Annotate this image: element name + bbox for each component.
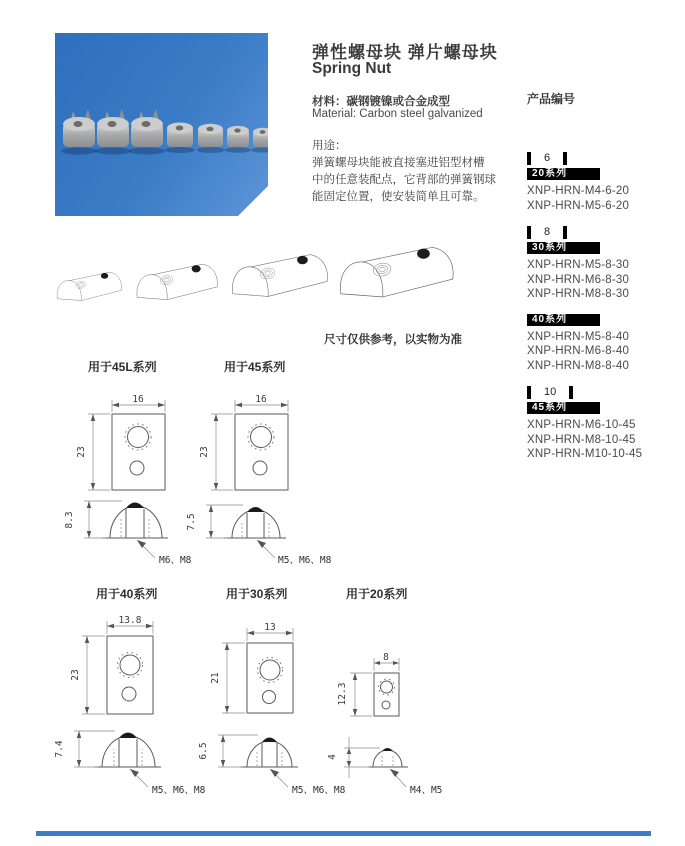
front-view-45L <box>64 392 184 507</box>
product-code: XNP-HRN-M6-8-30 <box>527 273 630 286</box>
front-view-30 <box>200 610 320 730</box>
threaded-hole <box>128 427 149 448</box>
spring-ball-profile <box>382 748 393 751</box>
product-codes-header: 产品编号 <box>527 92 576 106</box>
thread-sizes-label: M5、M6、M8 <box>152 785 206 796</box>
threaded-hole <box>260 660 280 680</box>
material-en: Material: Carbon steel galvanized <box>312 108 483 120</box>
spring-ball-profile <box>126 503 144 509</box>
product-code: XNP-HRN-M5-6-20 <box>527 199 630 212</box>
series-group-45 <box>527 402 685 462</box>
isometric-nut-xlarge <box>328 230 468 313</box>
ball-hole <box>253 461 267 475</box>
height-dim: 23 <box>76 446 87 458</box>
drawing-label-30: 用于30系列 <box>226 587 288 601</box>
product-photo <box>55 33 268 216</box>
product-code: XNP-HRN-M8-10-45 <box>527 433 636 446</box>
dimension-disclaimer: 尺寸仅供参考，以实物为准 <box>324 334 462 346</box>
size-number: 6 <box>544 152 551 164</box>
size-header-10 <box>527 385 685 399</box>
thread-sizes-label: M4、M5 <box>410 785 443 796</box>
thread-sizes-label: M5、M6、M8 <box>292 785 346 796</box>
threaded-hole <box>381 681 393 693</box>
page-title-zh: 弹性螺母块 弹片螺母块 <box>312 43 498 62</box>
drawing-label-20: 用于20系列 <box>346 587 408 601</box>
spring-ball-profile <box>262 738 277 743</box>
usage-line: 能固定位置，使安装简单且可靠。 <box>312 191 485 203</box>
profile-dim: 6.5 <box>198 742 209 760</box>
threaded-hole <box>120 655 140 675</box>
black-bar-icon <box>563 226 567 239</box>
thread-sizes-label: M6、M8 <box>159 555 192 566</box>
spring-ball <box>101 273 108 279</box>
isometric-nut-small <box>50 262 130 310</box>
profile-view-40 <box>46 725 211 803</box>
product-codes-panel <box>527 90 685 474</box>
profile-dim: 7.5 <box>186 513 197 531</box>
series-label: 20系列 <box>527 168 600 180</box>
isometric-nut-medium <box>128 252 228 311</box>
profile-dim: 8.3 <box>64 511 75 529</box>
profile-dim: 7.4 <box>54 740 65 758</box>
product-code: XNP-HRN-M4-6-20 <box>527 185 630 197</box>
series-group-30 <box>527 242 685 302</box>
isometric-nut-large <box>222 240 340 310</box>
size-number: 10 <box>544 386 557 398</box>
series-label: 45系列 <box>527 402 600 414</box>
spring-ball-profile <box>247 507 264 512</box>
width-dim: 16 <box>255 394 267 405</box>
spring-ball <box>417 249 430 259</box>
ball-hole <box>263 691 276 704</box>
spring-ball-profile <box>119 733 137 739</box>
product-code: XNP-HRN-M6-8-40 <box>527 345 630 357</box>
series-group-40 <box>527 314 685 374</box>
series-group-20 <box>527 168 685 213</box>
series-label: 40系列 <box>527 314 600 326</box>
drawing-label-45L: 用于45L系列 <box>88 360 157 374</box>
material-zh: 材料：碳钢镀镍或合金成型 <box>312 96 450 108</box>
size-number: 8 <box>544 226 551 238</box>
product-code: XNP-HRN-M6-10-45 <box>527 419 636 431</box>
drawing-label-40: 用于40系列 <box>96 587 158 601</box>
ball-hole <box>122 687 136 701</box>
height-dim: 23 <box>199 446 210 458</box>
product-code: XNP-HRN-M5-8-40 <box>527 330 630 343</box>
usage-paragraph <box>312 138 522 206</box>
spring-ball <box>297 256 308 265</box>
front-view-45 <box>187 392 307 507</box>
size-header-8 <box>527 225 685 239</box>
threaded-hole <box>251 427 272 448</box>
height-dim: 21 <box>210 672 221 684</box>
width-dim: 8 <box>383 652 389 663</box>
series-label: 30系列 <box>527 242 600 254</box>
footer-accent-bar <box>36 831 651 836</box>
profile-dim: 4 <box>327 754 338 760</box>
thread-sizes-label: M5、M6、M8 <box>278 555 332 566</box>
height-dim: 23 <box>70 669 81 681</box>
product-code: XNP-HRN-M10-10-45 <box>527 448 643 460</box>
black-bar-icon <box>569 386 573 399</box>
width-dim: 13 <box>264 622 276 633</box>
profile-view-45 <box>178 497 338 572</box>
spring-nuts-photo-graphic <box>55 33 268 216</box>
page-title-en: Spring Nut <box>312 60 392 77</box>
width-dim: 13.8 <box>118 615 142 626</box>
black-bar-icon <box>563 152 567 165</box>
height-dim: 12.3 <box>337 682 348 706</box>
profile-view-20 <box>318 725 468 803</box>
drawing-label-45: 用于45系列 <box>224 360 286 374</box>
ball-hole <box>130 461 144 475</box>
product-code: XNP-HRN-M5-8-30 <box>527 259 630 271</box>
nut-photo-row <box>61 109 268 155</box>
usage-line: 中的任意装配点，它背部的弹簧钢球 <box>312 174 496 186</box>
width-dim: 16 <box>132 394 144 405</box>
size-header-6 <box>527 151 685 165</box>
ball-hole <box>382 701 390 709</box>
usage-line: 弹簧螺母块能被直接塞进铝型材槽 <box>312 157 485 169</box>
usage-title: 用途： <box>312 140 347 152</box>
front-view-20 <box>330 610 440 730</box>
spring-ball <box>192 265 201 272</box>
product-code: XNP-HRN-M8-8-40 <box>527 359 630 372</box>
front-view-40 <box>58 610 178 730</box>
product-code: XNP-HRN-M8-8-30 <box>527 288 630 300</box>
